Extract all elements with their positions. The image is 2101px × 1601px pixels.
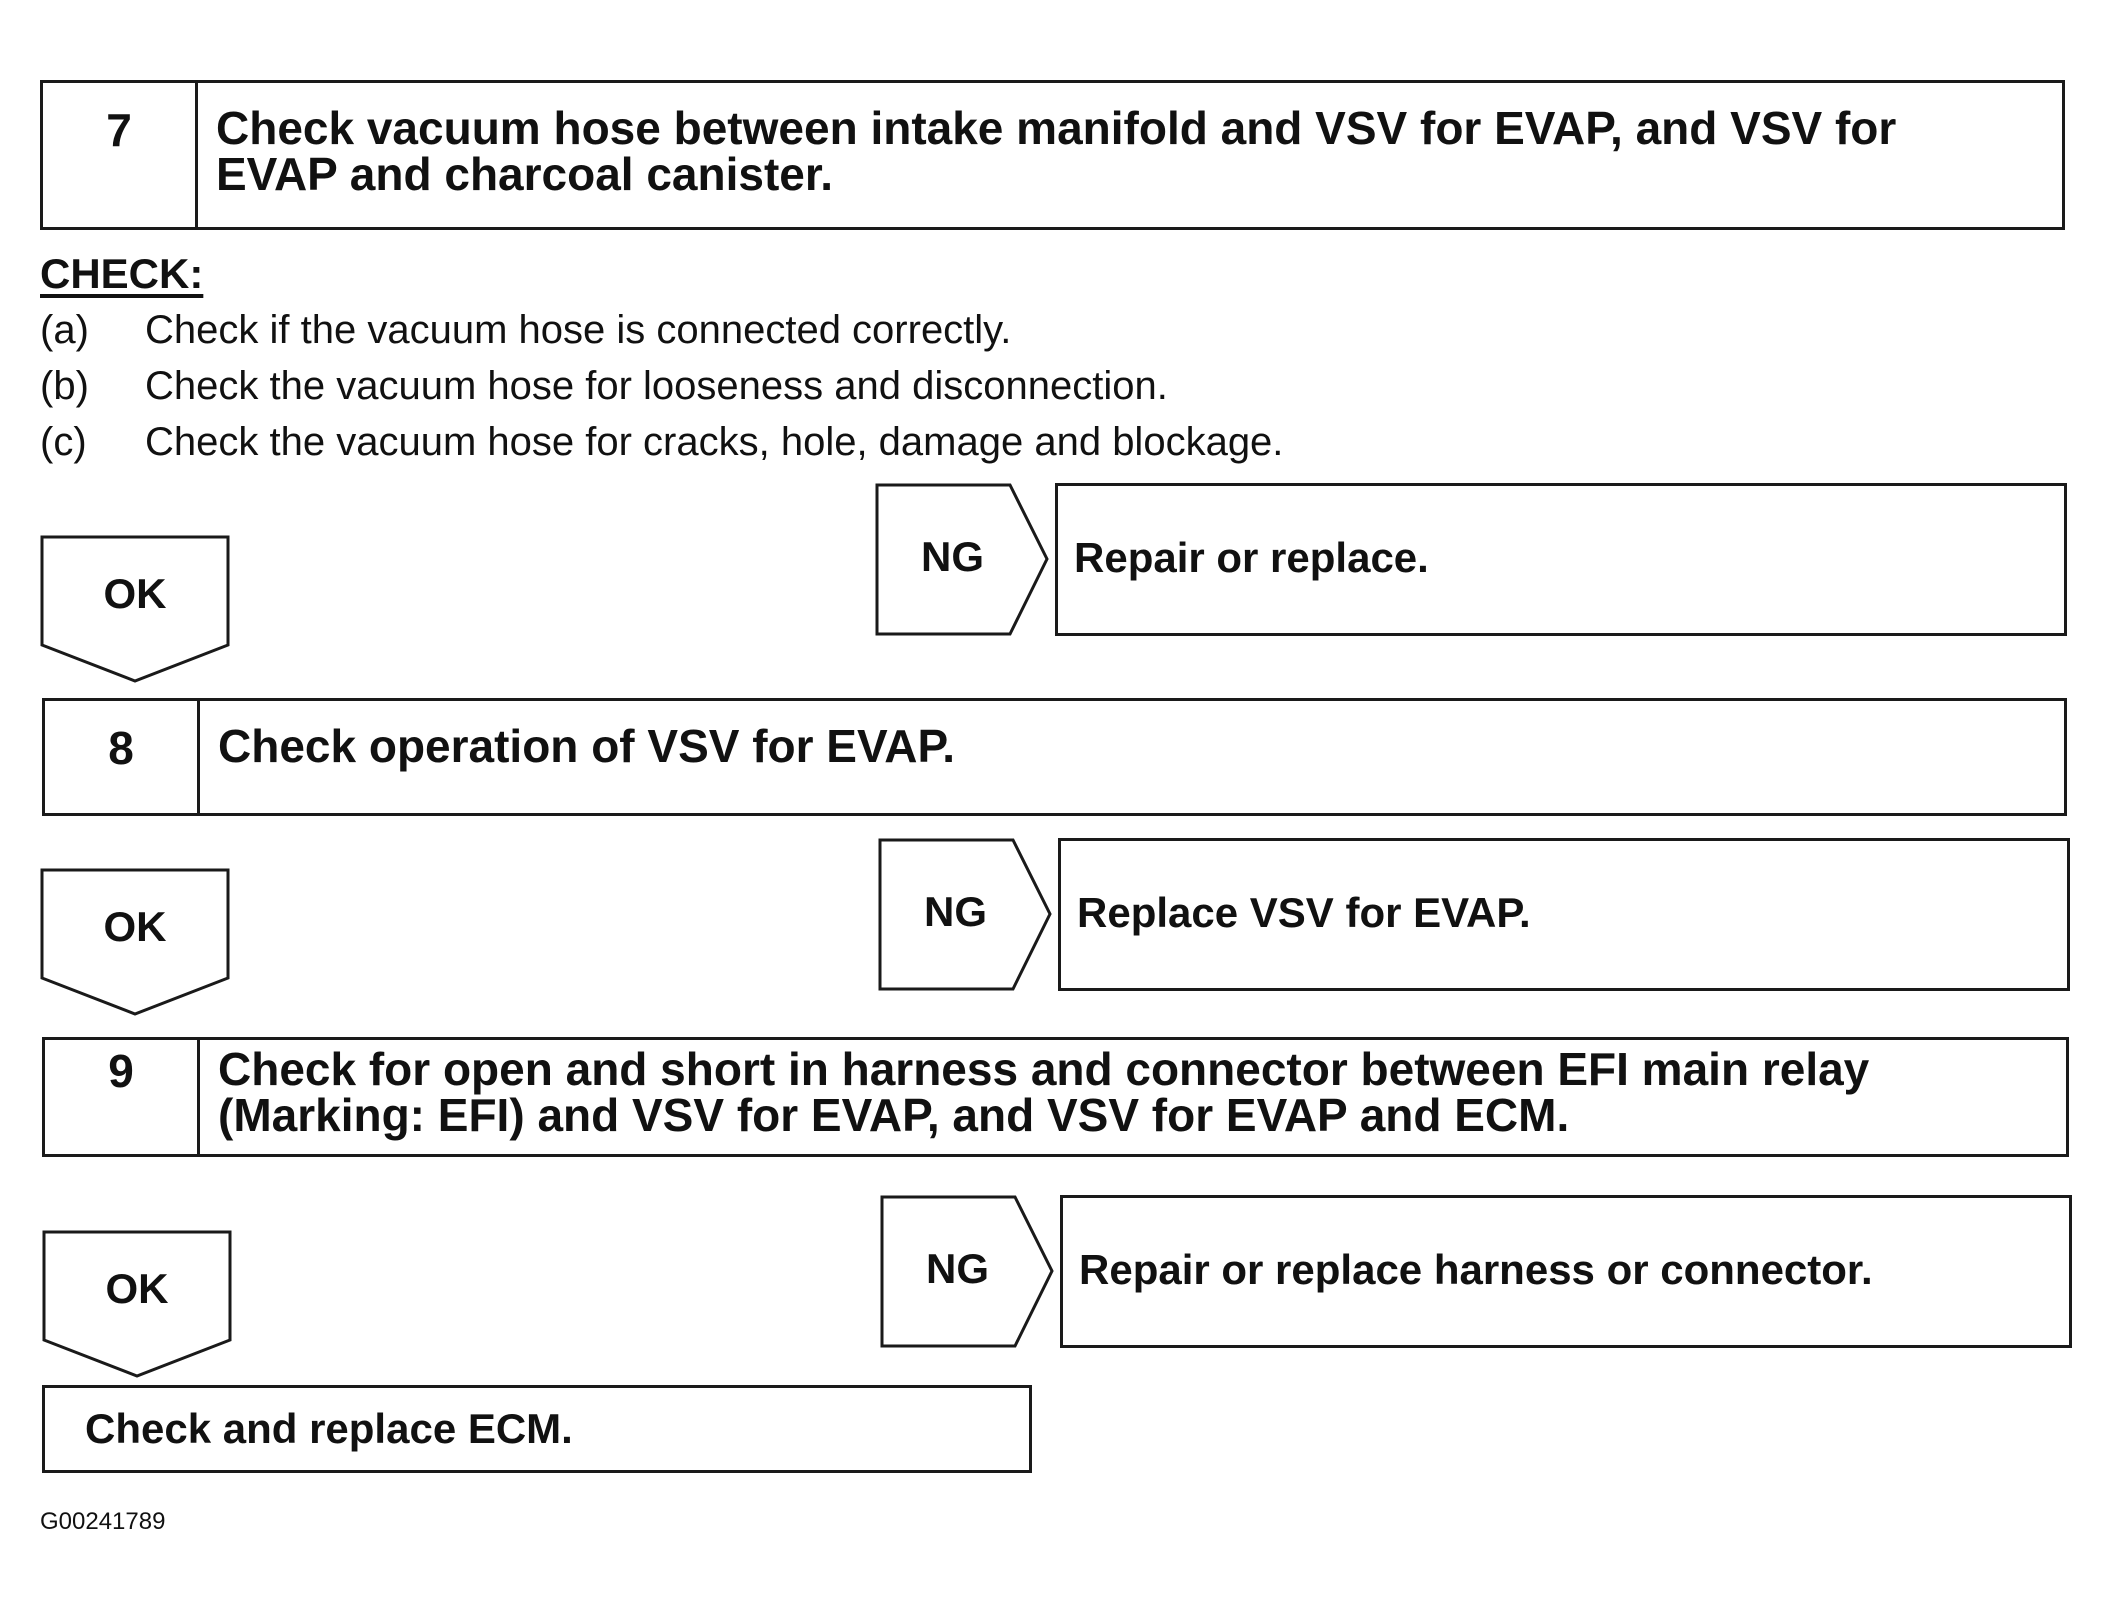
ng-result-3: Repair or replace harness or connector. (1060, 1195, 2072, 1348)
ok-label-3: OK (105, 1265, 169, 1312)
check-item-b-label: (b) (40, 364, 89, 408)
step-8-box (42, 698, 2067, 816)
ng-label-3: NG (926, 1245, 989, 1292)
ok-label-2: OK (103, 903, 167, 950)
step-9-box (42, 1037, 2069, 1157)
ok-label-1: OK (103, 570, 167, 617)
step-9-title-line2: (Marking: EFI) and VSV for EVAP, and VSV for EVAP and ECM. (218, 1089, 1570, 1141)
final-box: Check and replace ECM. (42, 1385, 1032, 1473)
check-item-a-text: Check if the vacuum hose is connected correctly. (145, 308, 1012, 352)
check-heading: CHECK: (40, 250, 204, 297)
check-item-b-text: Check the vacuum hose for looseness and disconnection. (145, 364, 1168, 408)
ng-result-2: Replace VSV for EVAP. (1058, 838, 2070, 991)
step-8-title-line1: Check operation of VSV for EVAP. (218, 720, 956, 772)
step-9-title-line1: Check for open and short in harness and connector between EFI main relay (218, 1043, 1870, 1095)
step-7-title-line2: EVAP and charcoal canister. (216, 148, 834, 200)
check-item-c-text: Check the vacuum hose for cracks, hole, damage and blockage. (145, 420, 1284, 464)
step-7-title (198, 83, 2062, 227)
check-item-a (40, 308, 1011, 353)
step-9-number: 9 (45, 1040, 200, 1154)
step-7-number: 7 (43, 83, 198, 227)
ng-label-1: NG (921, 533, 984, 580)
check-item-a-label: (a) (40, 308, 89, 352)
check-item-c (40, 420, 1283, 465)
step-7-box (40, 80, 2065, 230)
step-9-title (200, 1040, 2066, 1154)
ng-result-1: Repair or replace. (1055, 483, 2067, 636)
check-item-c-label: (c) (40, 420, 87, 464)
ng-label-2: NG (924, 888, 987, 935)
step-7-title-line1: Check vacuum hose between intake manifold and VSV for EVAP, and VSV for (216, 102, 1897, 154)
figure-id: G00241789 (40, 1508, 166, 1535)
step-8-number: 8 (45, 701, 200, 813)
check-item-b (40, 364, 1168, 409)
step-8-title (200, 701, 2064, 813)
